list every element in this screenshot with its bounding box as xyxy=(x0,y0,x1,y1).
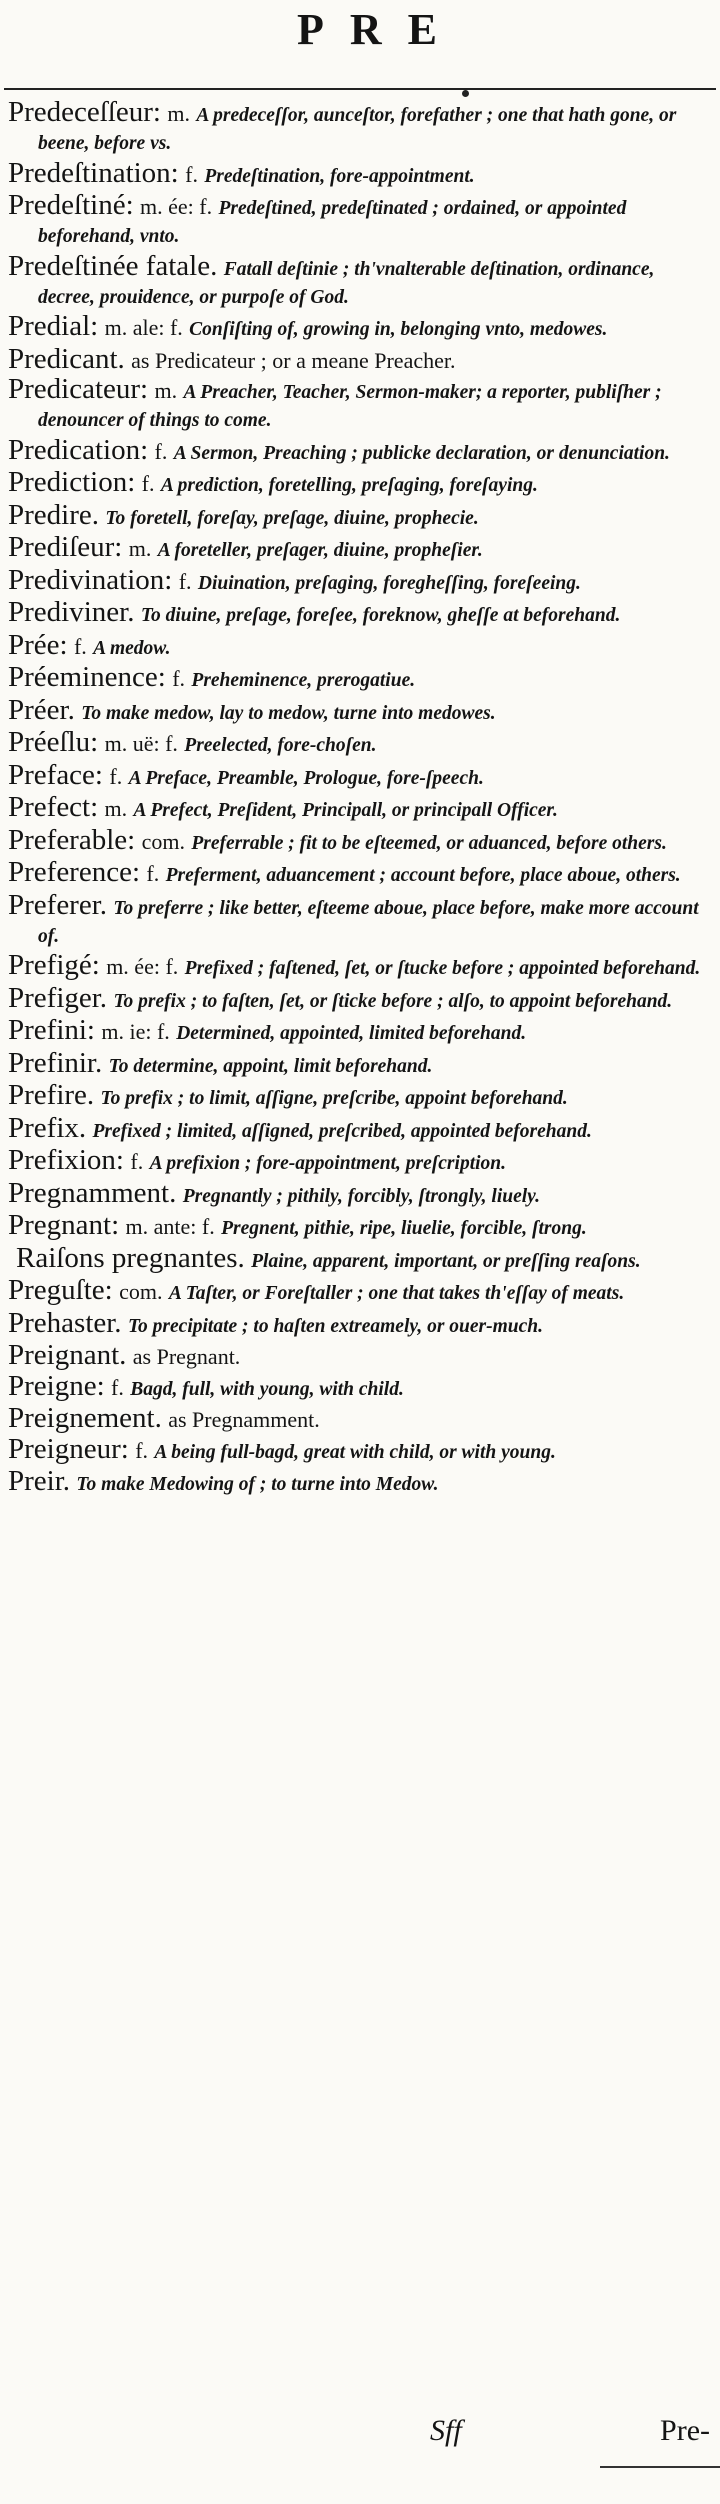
dictionary-entry xyxy=(8,1339,708,1371)
entry-definition: Preferrable ; fit to be eſteemed, or aduanced, before others. xyxy=(191,832,667,854)
dictionary-entry xyxy=(8,1144,708,1176)
entry-definition: Preelected, fore-choſen. xyxy=(184,735,377,756)
entry-grammar: com. xyxy=(141,828,185,854)
entry-grammar: m. ée: f. xyxy=(140,194,213,219)
entry-definition: To foretell, foreſay, preſage, diuine, prophecie. xyxy=(105,507,479,529)
entry-definition: To make medow, lay to medow, turne into medowes. xyxy=(81,702,496,724)
entry-grammar: m. ée: f. xyxy=(106,954,179,979)
dictionary-entry xyxy=(8,1306,708,1339)
entry-headword: Prée: xyxy=(8,628,68,661)
dictionary-entry xyxy=(8,628,708,661)
entry-grammar: f. xyxy=(172,666,186,691)
entry-definition: Prefixed ; limited, aſſigned, preſcribed, appointed beforehand. xyxy=(92,1120,592,1142)
dictionary-entry xyxy=(8,1046,708,1079)
entry-definition: A predeceſſor, aunceſtor, forefather ; one that hath gone, or beene, before vs. xyxy=(38,105,677,154)
entry-headword: Preguſte: xyxy=(8,1274,113,1306)
entry-definition: A Prefect, Preſident, Principall, or principall Officer. xyxy=(133,800,558,821)
entry-headword: Prediviner. xyxy=(8,596,135,628)
ink-dot xyxy=(462,90,469,97)
dictionary-entry xyxy=(8,1241,708,1274)
entry-grammar: m. xyxy=(154,378,178,403)
entry-headword: Préeminence: xyxy=(8,661,166,693)
entry-definition: A Preacher, Teacher, Sermon-maker; a reporter, publiſher ; denouncer of things to come. xyxy=(38,382,662,431)
entry-definition: Preferment, aduancement ; account before, place aboue, others. xyxy=(165,865,681,886)
dictionary-entry xyxy=(8,823,708,856)
entry-headword: Predicant. xyxy=(8,342,125,375)
entry-definition: Determined, appointed, limited beforehand. xyxy=(176,1023,527,1044)
entry-grammar: f. xyxy=(185,161,198,187)
entry-headword: Preignement. xyxy=(8,1402,162,1434)
header-rule xyxy=(4,88,716,90)
entry-definition: Prefixed ; faſtened, ſet, or ſtucke before ; appointed beforehand. xyxy=(184,958,701,979)
dictionary-entry xyxy=(8,1465,708,1497)
entry-definition: To prefix ; to limit, aſſigne, preſcribe, appoint beforehand. xyxy=(100,1088,568,1109)
entry-grammar: f. xyxy=(141,471,155,496)
entry-definition: A being full-bagd, great with child, or with young. xyxy=(154,1441,556,1463)
entry-definition: A foreteller, preſager, diuine, propheſier. xyxy=(157,540,483,561)
dictionary-entry xyxy=(8,466,708,498)
entry-grammar: f. xyxy=(109,763,123,789)
dictionary-entry xyxy=(8,1209,708,1241)
dictionary-entry xyxy=(8,156,708,189)
entry-headword: Preface: xyxy=(8,758,103,791)
entry-headword: Raiſons pregnantes. xyxy=(16,1241,245,1274)
entry-headword: Predeceſſeur: xyxy=(8,96,161,128)
catchword: Pre- xyxy=(660,2414,710,2447)
dictionary-entry xyxy=(8,1079,708,1111)
entry-grammar: f. xyxy=(111,1374,124,1400)
entry-definition: Conſiſting of, growing in, belonging vnto, medowes. xyxy=(189,319,608,340)
entry-grammar: m. xyxy=(128,536,152,561)
entry-definition: A prediction, foretelling, preſaging, foreſaying. xyxy=(160,475,538,496)
entry-definition: A Preface, Preamble, Prologue, fore-ſpeech. xyxy=(128,767,484,789)
entry-grammar: f. xyxy=(130,1149,144,1174)
entry-headword: Prefigé: xyxy=(8,949,100,981)
dictionary-entry xyxy=(8,661,708,693)
entry-grammar: f. xyxy=(154,438,168,464)
dictionary-entry xyxy=(8,726,708,758)
dictionary-entry xyxy=(8,310,708,342)
dictionary-entry xyxy=(8,1369,708,1402)
entry-definition: To make Medowing of ; to turne into Medow. xyxy=(76,1474,439,1495)
entry-definition: To prefix ; to faſten, ſet, or ſticke before ; alſo, to appoint beforehand. xyxy=(113,990,673,1012)
entry-headword: Predial: xyxy=(8,310,99,342)
entry-definition: To diuine, preſage, foreſee, foreknow, gheſſe at beforehand. xyxy=(140,605,621,626)
entry-headword: Préer. xyxy=(8,693,75,726)
entry-definition: Predeſtination, fore-appointment. xyxy=(204,165,475,187)
dictionary-entry xyxy=(8,693,708,726)
entry-headword: Prefinir. xyxy=(8,1046,103,1079)
entry-definition: Diuination, preſaging, foregheſſing, foreſeeing. xyxy=(197,572,581,594)
signature-mark: Sff xyxy=(430,2414,462,2447)
entry-definition: To precipitate ; to haſten extreamely, or ouer-much. xyxy=(127,1315,543,1337)
entry-grammar: f. xyxy=(135,1437,149,1463)
entry-headword: Predivination: xyxy=(8,563,173,596)
entry-headword: Prefixion: xyxy=(8,1144,124,1176)
entry-definition: Predeſtined, predeſtinated ; ordained, or appointed beforehand, vnto. xyxy=(38,198,627,247)
entry-headword: Pregnamment. xyxy=(8,1176,177,1209)
entry-headword: Predication: xyxy=(8,433,149,466)
dictionary-entry xyxy=(8,249,708,310)
entry-headword: Prediction: xyxy=(8,466,136,498)
entry-grammar: m. xyxy=(167,101,190,126)
entry-definition: Fatall deſtinie ; th'vnalterable deſtination, ordinance, decree, prouidence, or purpoſe of God. xyxy=(38,258,655,308)
entry-definition: Plaine, apparent, important, or preſſing reaſons. xyxy=(251,1250,641,1272)
entry-grammar: m. uë: f. xyxy=(104,731,178,756)
entry-definition: To preferre ; like better, eſteeme aboue, place before, make more account of. xyxy=(38,897,699,947)
dictionary-entry xyxy=(8,949,708,981)
entry-headword: Predeſtiné: xyxy=(8,189,134,221)
entry-grammar: m. ante: f. xyxy=(125,1214,215,1239)
dictionary-entry xyxy=(8,498,708,531)
entry-headword: Prehaster. xyxy=(8,1306,122,1339)
entry-headword: Prefire. xyxy=(8,1079,95,1111)
entry-headword: Pregnant: xyxy=(8,1209,120,1241)
entry-grammar: m. ale: f. xyxy=(104,315,183,340)
entry-headword: Predicateur: xyxy=(8,373,149,405)
entry-grammar: f. xyxy=(178,568,192,594)
dictionary-entry xyxy=(8,433,708,466)
entry-grammar: as Pregnamment. xyxy=(168,1407,320,1432)
entry-grammar: f. xyxy=(146,861,160,886)
entry-grammar: as Pregnant. xyxy=(132,1344,241,1369)
entry-headword: Preigne: xyxy=(8,1369,105,1402)
page-header: PRE xyxy=(297,5,463,54)
entry-headword: Préeſlu: xyxy=(8,726,99,758)
entry-definition: A prefixion ; fore-appointment, preſcription. xyxy=(149,1153,506,1174)
entry-definition: Pregnantly ; pithily, forcibly, ſtrongly, liuely. xyxy=(182,1185,540,1207)
entry-grammar: m. xyxy=(104,796,128,821)
entry-definition: Preheminence, prerogatiue. xyxy=(191,670,416,691)
dictionary-entry xyxy=(8,189,708,249)
entry-headword: Predeſtinée fatale. xyxy=(8,249,218,282)
entry-definition: A Taſter, or Foreſtaller ; one that takes th'eſſay of meats. xyxy=(168,1283,625,1304)
entry-definition: A medow. xyxy=(93,637,171,659)
page-footer xyxy=(0,2410,720,2470)
entry-definition: A Sermon, Preaching ; publicke declaration, or denunciation. xyxy=(173,442,670,464)
entry-headword: Preignant. xyxy=(8,1339,127,1371)
entry-grammar: com. xyxy=(119,1279,163,1304)
entry-definition: To determine, appoint, limit beforehand. xyxy=(108,1055,433,1077)
entry-grammar: as Predicateur ; or a meane Preacher. xyxy=(131,347,456,373)
entry-headword: Prefect: xyxy=(8,791,99,823)
entry-headword: Preference: xyxy=(8,856,141,888)
entry-definition: Bagd, full, with young, with child. xyxy=(130,1378,404,1400)
dictionary-entry xyxy=(8,373,708,433)
entry-headword: Prefix. xyxy=(8,1111,87,1144)
footer-rule xyxy=(600,2466,720,2468)
dictionary-entry xyxy=(8,96,708,156)
dictionary-entry xyxy=(8,888,708,949)
dictionary-entries xyxy=(8,96,708,1502)
entry-headword: Preferable: xyxy=(8,823,136,856)
dictionary-entry xyxy=(8,596,708,628)
dictionary-entry xyxy=(8,758,708,791)
entry-headword: Preigneur: xyxy=(8,1432,129,1465)
dictionary-entry xyxy=(8,791,708,823)
dictionary-entry xyxy=(8,1176,708,1209)
entry-headword: Prediſeur: xyxy=(8,531,123,563)
entry-headword: Preferer. xyxy=(8,888,108,921)
entry-headword: Prefini: xyxy=(8,1014,95,1046)
entry-headword: Preir. xyxy=(8,1465,71,1497)
dictionary-entry xyxy=(8,1111,708,1144)
entry-definition: Pregnent, pithie, ripe, liuelie, forcible, ſtrong. xyxy=(221,1218,587,1239)
dictionary-entry xyxy=(8,981,708,1014)
entry-headword: Predeſtination: xyxy=(8,156,179,189)
entry-grammar: f. xyxy=(73,633,87,659)
dictionary-entry xyxy=(8,563,708,596)
dictionary-entry xyxy=(8,531,708,563)
dictionary-entry xyxy=(8,856,708,888)
entry-headword: Prefiger. xyxy=(8,981,108,1014)
dictionary-entry xyxy=(8,342,708,375)
dictionary-entry xyxy=(8,1402,708,1434)
dictionary-entry xyxy=(8,1274,708,1306)
entry-grammar: m. ie: f. xyxy=(101,1019,170,1044)
dictionary-entry xyxy=(8,1432,708,1465)
dictionary-entry xyxy=(8,1014,708,1046)
entry-headword: Predire. xyxy=(8,498,99,531)
